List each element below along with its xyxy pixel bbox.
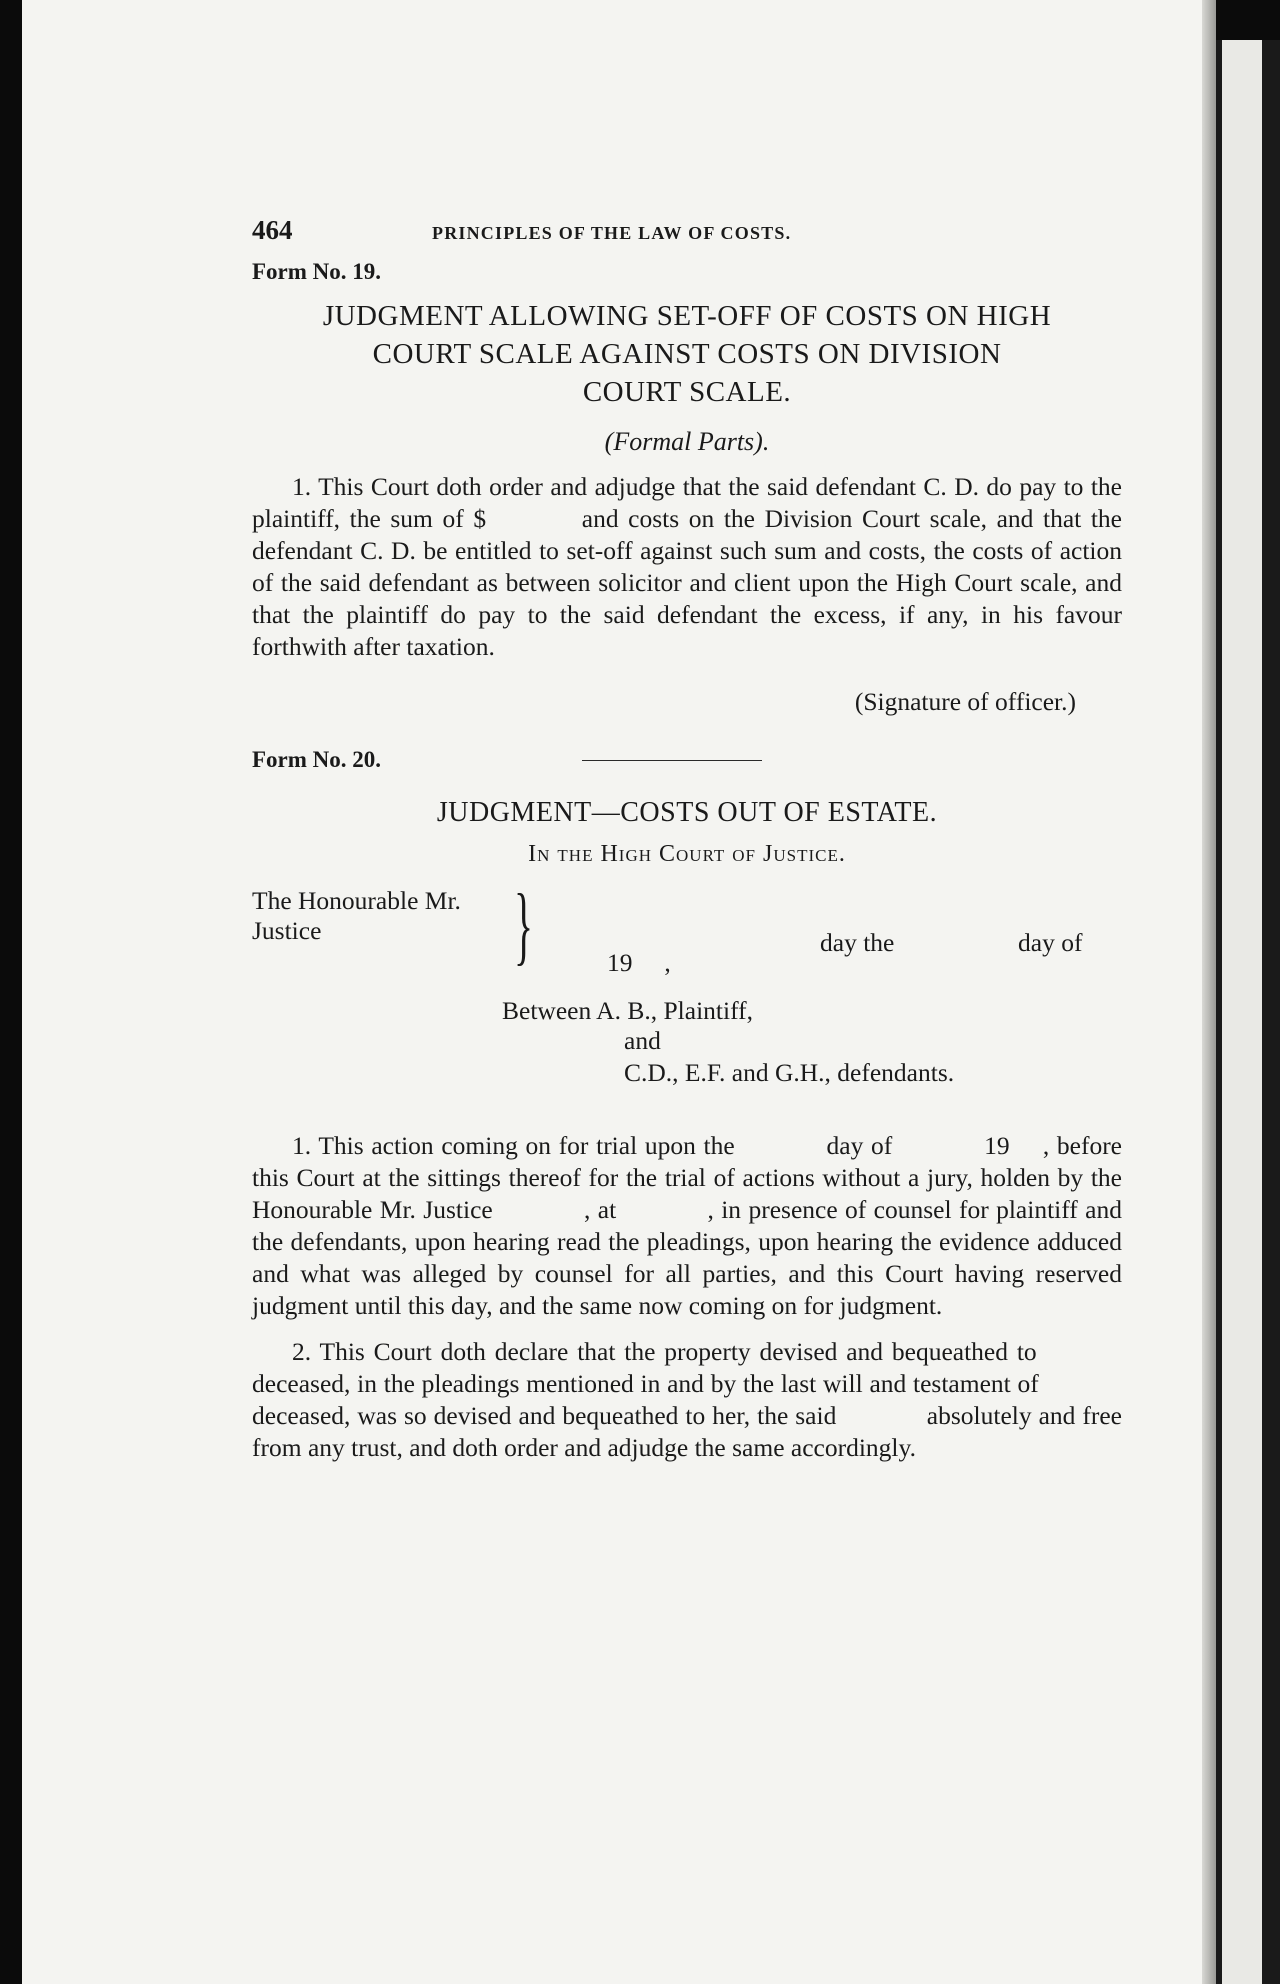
caption-brace: } <box>514 877 534 974</box>
form-19-title-line: JUDGMENT ALLOWING SET-OFF OF COSTS ON HIGH <box>322 300 1052 332</box>
parties-plaintiff: Between A. B., Plaintiff, <box>502 996 753 1025</box>
form-19-title-line: COURT SCALE AGAINST COSTS ON DIVISION <box>372 338 1002 370</box>
caption-day-of: day of <box>1018 928 1083 957</box>
adjacent-page <box>1216 40 1280 1984</box>
form-20-header-row <box>252 743 1122 777</box>
judge-line-1: The Honourable Mr. <box>252 886 461 915</box>
section-divider <box>582 760 762 761</box>
caption-year: 19 , <box>607 948 671 977</box>
caption-day-the: day the <box>820 928 895 957</box>
form-20-label: Form No. 20. <box>252 747 382 772</box>
judgment-caption <box>252 877 1122 996</box>
page-number: 464 <box>252 215 293 245</box>
parties-block <box>252 996 1122 1116</box>
court-name: In the High Court of Justice. <box>528 841 846 867</box>
form-19-paragraph-1: 1. This Court doth order and adjudge that the said defendant C. D. do pay to the plaintiff, the sum of $ and costs on the Division Court scale, and that the defendant C. D. be entitled to set-off against such sum and costs, the costs of action of the said defendant as between solicitor and client upon the High Court scale, and that the plaintiff do pay to the said defendant the excess, if any, in his favour forthwith after taxation. <box>252 472 1122 661</box>
judge-name <box>252 886 512 946</box>
form-19-label: Form No. 19. <box>252 259 382 284</box>
form-19-title <box>252 297 1122 411</box>
running-title: PRINCIPLES OF THE LAW OF COSTS. <box>432 223 792 243</box>
page-edge <box>1202 0 1216 1984</box>
form-19-signature: (Signature of officer.) <box>854 687 1076 716</box>
judge-line-2: Justice <box>252 916 322 945</box>
form-20-title: JUDGMENT—COSTS OUT OF ESTATE. <box>436 797 938 828</box>
page-content <box>252 215 1122 1464</box>
form-19-title-line: COURT SCALE. <box>582 376 792 408</box>
running-head <box>252 215 1122 255</box>
form-20-paragraph-1: 1. This action coming on for trial upon the day of 19 , before this Court at the sittings thereof for the trial of actions without a jury, holden by the Honourable Mr. Justice , at , in presence of counsel for plaintiff and the defendants, upon hearing read the pleadings, upon hearing the evidence adduced and what was alleged by counsel for all parties, and this Court having reserved judgment until this day, and the same now coming on for judgment. <box>252 1131 1122 1320</box>
form-19-formal-parts: (Formal Parts). <box>604 427 770 456</box>
parties-and: and <box>624 1026 661 1055</box>
book-page <box>22 0 1202 1984</box>
adjacent-page-strip <box>1222 40 1262 1984</box>
form-20-paragraph-2: 2. This Court doth declare that the property devised and bequeathed to deceased, in the pleadings mentioned in and by the last will and testament of deceased, was so devised and bequeathed to her, the said absolutely and free from any trust, and doth order and adjudge the same accordingly. <box>252 1337 1122 1462</box>
parties-defendants: C.D., E.F. and G.H., defendants. <box>624 1058 955 1087</box>
